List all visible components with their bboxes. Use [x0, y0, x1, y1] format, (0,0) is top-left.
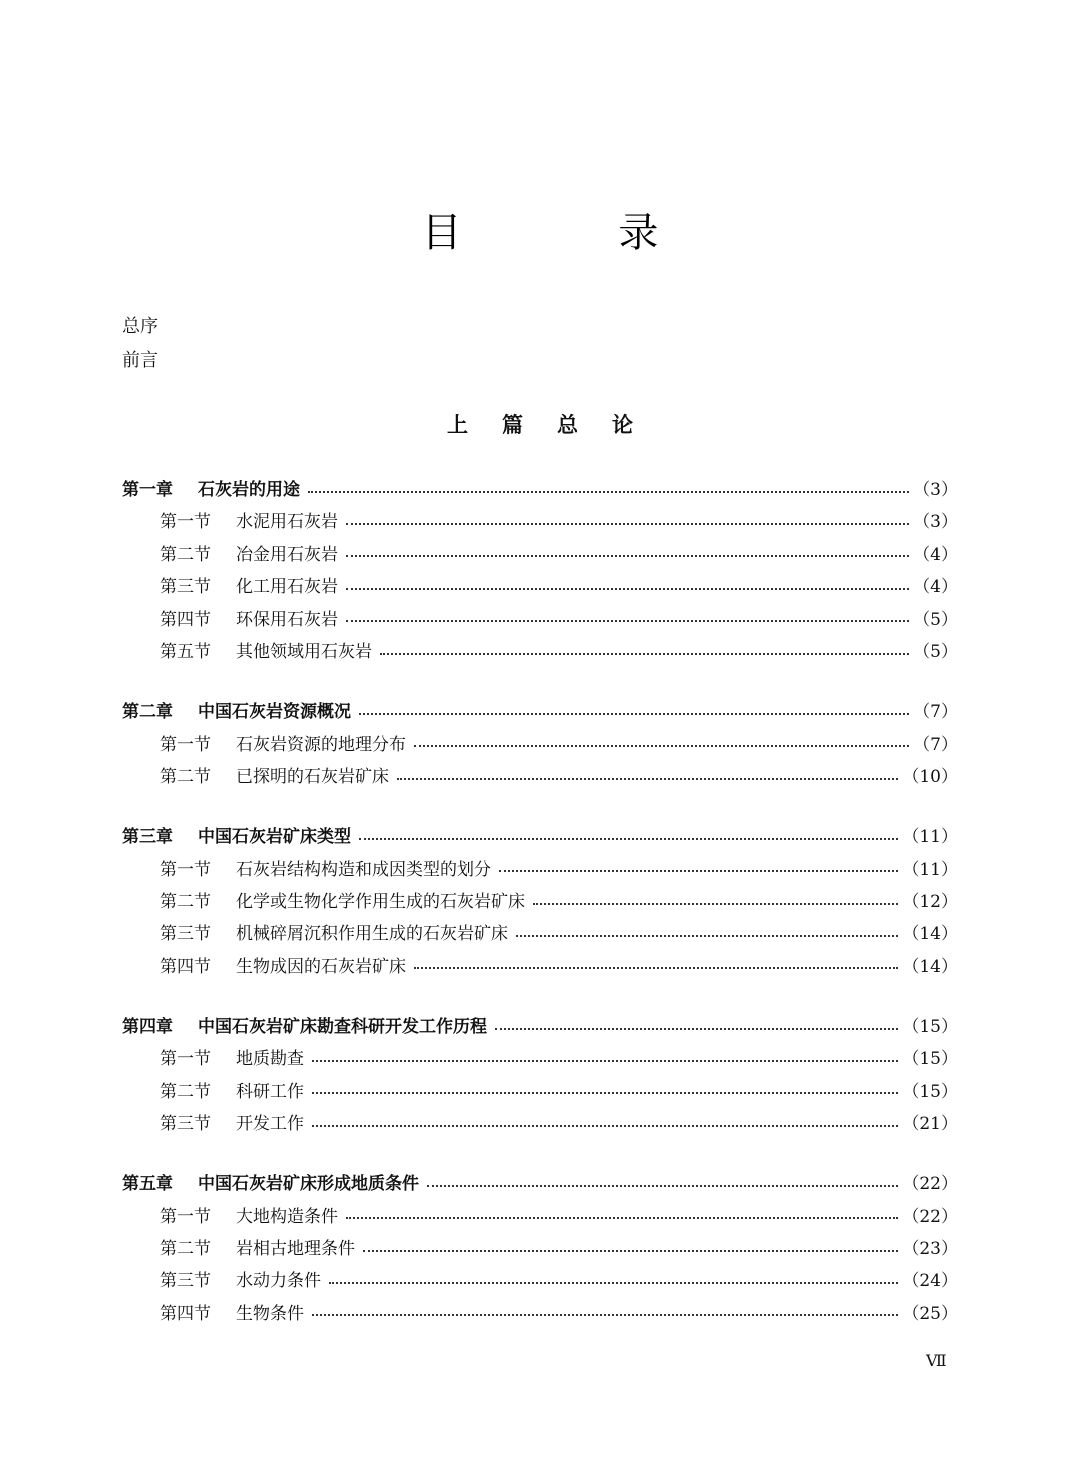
chapter-number: 第四章: [122, 1016, 173, 1037]
section-title: 环保用石灰岩: [236, 609, 338, 630]
chapter-number: 第五章: [122, 1174, 173, 1195]
toc-chapter-row[interactable]: [122, 696, 958, 728]
dot-leader: [312, 1092, 898, 1094]
section-title: 大地构造条件: [236, 1206, 338, 1227]
page-reference: （4）: [913, 544, 958, 565]
toc-section-row[interactable]: [122, 1265, 958, 1297]
page-reference: （7）: [913, 734, 958, 755]
dot-leader: [359, 713, 909, 715]
page-reference: （15）: [902, 1081, 958, 1102]
toc-section-row[interactable]: [122, 886, 958, 918]
page-reference: （3）: [913, 480, 958, 500]
section-number: 第一节: [160, 1206, 211, 1227]
dot-leader: [346, 1217, 898, 1219]
toc-chapter-row[interactable]: [122, 821, 958, 853]
toc-section-row[interactable]: [122, 636, 958, 668]
dot-leader: [533, 903, 898, 905]
section-number: 第五节: [160, 641, 211, 662]
toc-section-row[interactable]: [122, 1201, 958, 1233]
dot-leader: [499, 870, 898, 872]
page-reference: （3）: [913, 512, 958, 533]
section-number: 第一节: [160, 1049, 211, 1070]
toc-section-row[interactable]: [122, 918, 958, 950]
section-title: 冶金用石灰岩: [236, 544, 338, 565]
chapter-number: 第三章: [122, 827, 173, 848]
dot-leader: [312, 1125, 898, 1127]
chapter-title: 中国石灰岩矿床类型: [198, 827, 351, 848]
toc-section-row[interactable]: [122, 539, 958, 571]
page-reference: （11）: [902, 859, 958, 880]
page-reference: （23）: [902, 1239, 958, 1259]
page-reference: （4）: [913, 577, 958, 598]
part-heading: 上篇总论: [447, 413, 667, 437]
section-number: 第二节: [160, 1239, 211, 1259]
section-number: 第二节: [160, 1081, 211, 1102]
dot-leader: [346, 620, 909, 622]
section-number: 第四节: [160, 1303, 211, 1324]
section-number: 第四节: [160, 956, 211, 977]
dot-leader: [346, 588, 909, 590]
page-reference: （11）: [902, 827, 958, 848]
page-title: 目 录: [421, 210, 731, 256]
toc-section-row[interactable]: [122, 951, 958, 983]
dot-leader: [380, 653, 909, 655]
toc-section-row[interactable]: [122, 1043, 958, 1075]
section-title: 化工用石灰岩: [236, 577, 338, 598]
section-title: 石灰岩结构构造和成因类型的划分: [236, 859, 491, 880]
section-number: 第一节: [160, 512, 211, 533]
section-number: 第三节: [160, 1271, 211, 1292]
page-reference: （5）: [913, 641, 958, 662]
toc-chapter-block: [122, 821, 958, 983]
toc-section-row[interactable]: [122, 571, 958, 603]
dot-leader: [312, 1314, 898, 1316]
section-number: 第二节: [160, 766, 211, 787]
front-matter-item-preface-general[interactable]: 总序: [122, 316, 158, 337]
dot-leader: [308, 491, 909, 493]
dot-leader: [363, 1250, 898, 1252]
page-reference: （15）: [902, 1016, 958, 1037]
chapter-title: 中国石灰岩矿床形成地质条件: [198, 1174, 419, 1195]
section-number: 第三节: [160, 1114, 211, 1135]
page-reference: （7）: [913, 702, 958, 723]
section-title: 开发工作: [236, 1114, 304, 1135]
section-title: 水泥用石灰岩: [236, 512, 338, 533]
dot-leader: [312, 1060, 898, 1062]
page-reference: （21）: [902, 1114, 958, 1135]
section-title: 已探明的石灰岩矿床: [236, 766, 389, 787]
section-title: 化学或生物化学作用生成的石灰岩矿床: [236, 891, 525, 912]
section-number: 第一节: [160, 734, 211, 755]
dot-leader: [346, 555, 909, 557]
section-title: 石灰岩资源的地理分布: [236, 734, 406, 755]
dot-leader: [495, 1028, 898, 1030]
toc-section-row[interactable]: [122, 506, 958, 538]
toc-section-row[interactable]: [122, 761, 958, 793]
toc-chapter-block: [122, 1168, 958, 1330]
section-title: 科研工作: [236, 1081, 304, 1102]
page-reference: （25）: [902, 1303, 958, 1324]
section-title: 水动力条件: [236, 1271, 321, 1292]
dot-leader: [359, 838, 898, 840]
toc-chapter-row[interactable]: [122, 474, 958, 506]
toc-section-row[interactable]: [122, 1076, 958, 1108]
section-number: 第一节: [160, 859, 211, 880]
toc-section-row[interactable]: [122, 604, 958, 636]
dot-leader: [329, 1282, 898, 1284]
section-title: 岩相古地理条件: [236, 1239, 355, 1259]
page-number: Ⅶ: [926, 1351, 947, 1370]
toc-section-row[interactable]: [122, 1298, 958, 1330]
dot-leader: [516, 935, 898, 937]
section-title: 机械碎屑沉积作用生成的石灰岩矿床: [236, 924, 508, 945]
section-title: 生物成因的石灰岩矿床: [236, 956, 406, 977]
section-number: 第三节: [160, 577, 211, 598]
page-reference: （15）: [902, 1049, 958, 1070]
chapter-title: 中国石灰岩资源概况: [198, 702, 351, 723]
page-reference: （14）: [902, 956, 958, 977]
toc-chapter-row[interactable]: [122, 1168, 958, 1200]
section-number: 第三节: [160, 924, 211, 945]
toc-chapter-block: [122, 474, 958, 668]
chapter-title: 石灰岩的用途: [198, 480, 300, 500]
dot-leader: [346, 523, 909, 525]
page-reference: （14）: [902, 924, 958, 945]
toc-chapter-row[interactable]: [122, 1011, 958, 1043]
page-reference: （12）: [902, 891, 958, 912]
dot-leader: [427, 1185, 898, 1187]
section-number: 第二节: [160, 891, 211, 912]
toc-section-row[interactable]: [122, 1233, 958, 1265]
toc-section-row[interactable]: [122, 854, 958, 886]
page-reference: （10）: [902, 766, 958, 787]
toc-chapter-block: [122, 1011, 958, 1141]
page-reference: （5）: [913, 609, 958, 630]
toc-section-row[interactable]: [122, 1108, 958, 1140]
page-reference: （22）: [902, 1174, 958, 1195]
front-matter-item-foreword[interactable]: 前言: [122, 350, 158, 371]
section-title: 生物条件: [236, 1303, 304, 1324]
chapter-title: 中国石灰岩矿床勘查科研开发工作历程: [198, 1016, 487, 1037]
section-title: 地质勘查: [236, 1049, 304, 1070]
chapter-number: 第一章: [122, 480, 173, 500]
chapter-number: 第二章: [122, 702, 173, 723]
page-reference: （24）: [902, 1271, 958, 1292]
toc-section-row[interactable]: [122, 729, 958, 761]
page-reference: （22）: [902, 1206, 958, 1227]
section-number: 第四节: [160, 609, 211, 630]
section-number: 第二节: [160, 544, 211, 565]
dot-leader: [414, 745, 909, 747]
dot-leader: [397, 778, 898, 780]
toc-chapter-block: [122, 696, 958, 793]
section-title: 其他领域用石灰岩: [236, 641, 372, 662]
dot-leader: [414, 967, 898, 969]
table-of-contents: [122, 474, 958, 1358]
